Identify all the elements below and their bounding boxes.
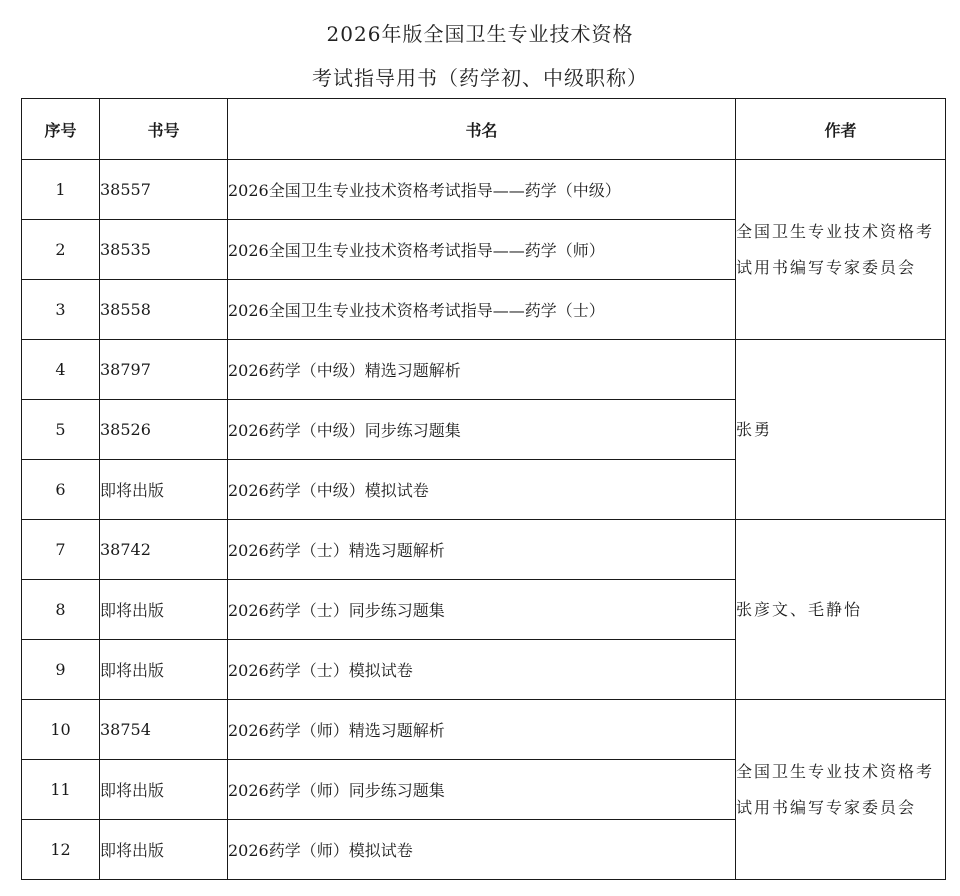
row-code: 38754: [100, 700, 228, 760]
row-seq: 6: [22, 460, 100, 520]
row-code: 即将出版: [100, 460, 228, 520]
row-name: 2026药学（中级）精选习题解析: [228, 340, 736, 400]
row-code: 38742: [100, 520, 228, 580]
table-row: [22, 520, 946, 580]
document-title-line2: 考试指导用书（药学初、中级职称）: [312, 66, 648, 90]
row-name: 2026全国卫生专业技术资格考试指导——药学（中级）: [228, 160, 736, 220]
table-row: [22, 160, 946, 220]
row-seq: 11: [22, 760, 100, 820]
row-code: 38535: [100, 220, 228, 280]
row-author: 全国卫生专业技术资格考试用书编写专家委员会: [736, 700, 946, 880]
row-name: 2026药学（士）精选习题解析: [228, 520, 736, 580]
row-seq: 7: [22, 520, 100, 580]
row-author: 全国卫生专业技术资格考试用书编写专家委员会: [736, 160, 946, 340]
row-seq: 5: [22, 400, 100, 460]
row-name: 2026药学（师）模拟试卷: [228, 820, 736, 880]
table-row: [22, 340, 946, 400]
row-name: 2026药学（师）同步练习题集: [228, 760, 736, 820]
row-name: 2026药学（中级）模拟试卷: [228, 460, 736, 520]
book-list-table: [21, 98, 946, 880]
row-author: 张勇: [736, 340, 946, 520]
table-row: [22, 700, 946, 760]
row-name: 2026全国卫生专业技术资格考试指导——药学（士）: [228, 280, 736, 340]
row-code: 即将出版: [100, 760, 228, 820]
document-title-line1: 2026年版全国卫生专业技术资格: [326, 22, 634, 46]
row-name: 2026药学（士）模拟试卷: [228, 640, 736, 700]
header-seq: 序号: [22, 99, 100, 160]
row-seq: 4: [22, 340, 100, 400]
row-name: 2026药学（中级）同步练习题集: [228, 400, 736, 460]
row-code: 38557: [100, 160, 228, 220]
header-author: 作者: [736, 99, 946, 160]
row-name: 2026全国卫生专业技术资格考试指导——药学（师）: [228, 220, 736, 280]
row-name: 2026药学（师）精选习题解析: [228, 700, 736, 760]
row-code: 38526: [100, 400, 228, 460]
row-code: 即将出版: [100, 640, 228, 700]
row-seq: 3: [22, 280, 100, 340]
row-name: 2026药学（士）同步练习题集: [228, 580, 736, 640]
row-seq: 12: [22, 820, 100, 880]
row-seq: 10: [22, 700, 100, 760]
row-code: 38797: [100, 340, 228, 400]
row-seq: 1: [22, 160, 100, 220]
table-header-row: [22, 99, 946, 160]
row-seq: 8: [22, 580, 100, 640]
header-name: 书名: [228, 99, 736, 160]
row-author: 张彦文、毛静怡: [736, 520, 946, 700]
row-code: 即将出版: [100, 580, 228, 640]
row-seq: 2: [22, 220, 100, 280]
row-code: 即将出版: [100, 820, 228, 880]
header-code: 书号: [100, 99, 228, 160]
row-seq: 9: [22, 640, 100, 700]
row-code: 38558: [100, 280, 228, 340]
